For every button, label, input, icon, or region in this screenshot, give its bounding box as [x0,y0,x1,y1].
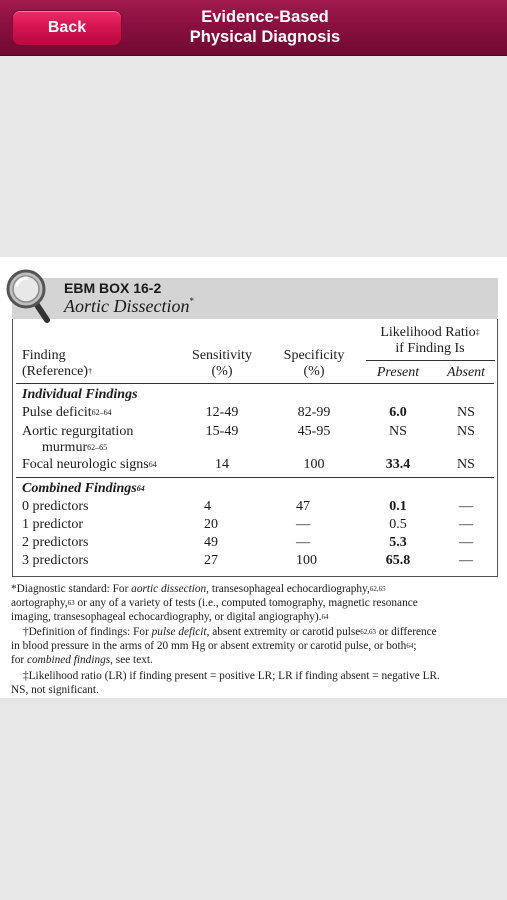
row-finding: 3 predictors [22,553,89,568]
row-finding: 1 predictor [22,517,84,532]
magnifying-glass-icon [5,268,51,324]
row-lr-present: 0.5 [389,517,407,532]
row-sensitivity: 20 [204,517,218,532]
header-rule [16,383,494,384]
col-present-header: Present [376,365,420,380]
footnote-definition-of-findings: †Definition of findings: For pulse deficit, absent extremity or carotid pulse$^{62,63}$ or difference in blood pressure in the arms of 20 mm Hg or absent extremity or carotid pulse, or both$^{64}$; for combined findings, see text. [11,626,437,666]
row-lr-absent: — [459,499,473,514]
row-lr-absent: — [459,553,473,568]
col-sensitivity-header: Sensitivity (%) [192,348,252,379]
row-sensitivity: 49 [204,535,218,550]
section-rule [16,477,494,478]
row-finding: 0 predictors [22,499,89,514]
row-specificity: — [296,535,310,550]
nav-title-line2: Physical Diagnosis [189,28,341,46]
row-lr-present: 6.0 [389,405,407,420]
footnote-likelihood-ratio: ‡Likelihood ratio (LR) if finding present = positive LR; LR if finding absent = negative LR. NS, not significant. [11,670,440,696]
individual-findings-heading: Individual Findings [22,387,138,402]
row-lr-absent: — [459,535,473,550]
col-absent-header: Absent [446,365,486,380]
row-finding: 2 predictors [22,535,89,550]
col-specificity-header: Specificity (%) [283,348,345,379]
row-specificity: 47 [296,499,310,514]
nav-title-line1: Evidence-Based [201,8,329,26]
back-button[interactable]: Back [12,10,122,46]
row-finding: Focal neurologic signs$^{64}$ [22,457,157,472]
row-lr-present: 5.3 [389,535,407,550]
col-finding-header: Finding (Reference)† [22,348,93,379]
row-finding: Aortic regurgitation murmur$^{62-65}$ [22,424,134,455]
navigation-bar [0,0,507,56]
row-sensitivity: 27 [204,553,218,568]
row-lr-present: 0.1 [389,499,407,514]
row-lr-present: NS [389,424,407,439]
row-lr-absent: NS [457,405,475,420]
combined-findings-heading: Combined Findings$^{64}$ [22,481,145,496]
row-finding: Pulse deficit$^{62-64}$ [22,405,112,420]
row-lr-absent: NS [457,457,475,472]
ebm-box-title: Aortic Dissection* [64,296,194,316]
row-sensitivity: 4 [204,499,211,514]
ebm-box-label: EBM BOX 16-2 [64,280,162,296]
row-specificity: 82-99 [297,405,331,420]
row-sensitivity: 14 [215,457,229,472]
row-specificity: 100 [303,457,325,472]
row-specificity: — [296,517,310,532]
row-specificity: 100 [296,553,317,568]
row-sensitivity: 12-49 [205,405,239,420]
row-lr-absent: NS [457,424,475,439]
row-lr-present: 65.8 [385,553,411,568]
row-specificity: 45-95 [297,424,331,439]
col-likelihood-ratio-header: Likelihood Ratio‡ if Finding Is [380,325,480,356]
row-lr-present: 33.4 [385,457,411,472]
lr-header-rule [366,360,495,361]
row-lr-absent: — [459,517,473,532]
nav-title [150,7,380,47]
row-sensitivity: 15-49 [205,424,239,439]
footnote-diagnostic-standard: *Diagnostic standard: For aortic dissection, transesophageal echocardiography,$^{62,65}$ aortography,$^{63}$ or any of a variety of tests (i.e., computed tomography, magnetic resonance imaging, transesophageal echocardiography, or digital angiography).$^{64}$ [11,583,418,623]
